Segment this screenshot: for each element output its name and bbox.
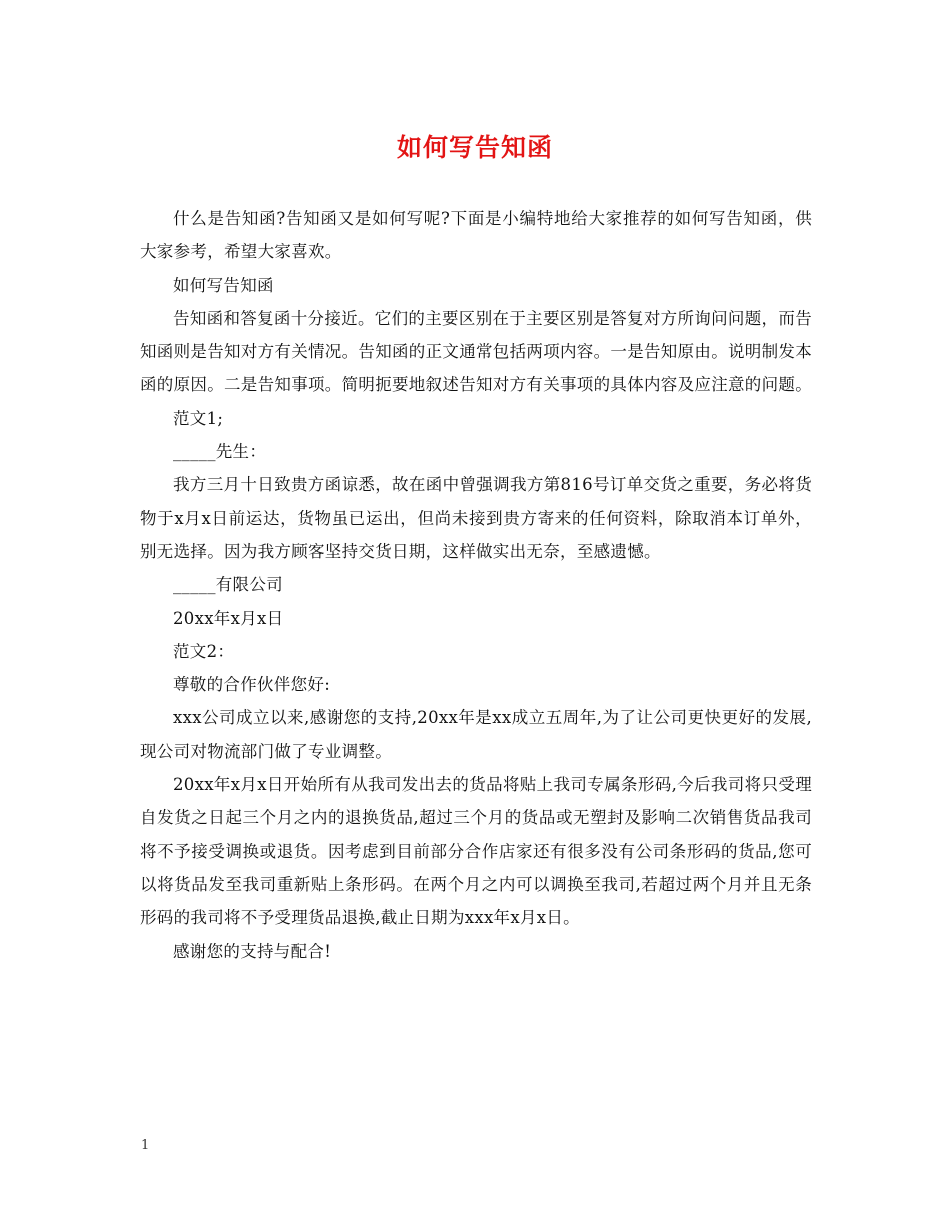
paragraph-subheading: 如何写告知函 bbox=[173, 275, 274, 295]
paragraph-intro: 什么是告知函?告知函又是如何写呢?下面是小编特地给大家推荐的如何写告知函，供大家参考，希望大家喜欢。 bbox=[140, 209, 812, 262]
document-title: 如何写告知函 bbox=[396, 133, 553, 162]
paragraph-letter-2-closing: 感谢您的支持与配合! bbox=[173, 941, 332, 961]
paragraph-letter-1-date: 20xx年x月x日 bbox=[173, 608, 284, 628]
document-body bbox=[140, 202, 812, 968]
paragraph-explanation: 告知函和答复函十分接近。它们的主要区别在于主要区别是答复对方所询问问题，而告知函则是告知对方有关情况。告知函的正文通常包括两项内容。一是告知原由。说明制发本函的原因。二是告知事项。简明扼要地叙述告知对方有关事项的具体内容及应注意的问题。 bbox=[140, 308, 812, 395]
page-number: 1 bbox=[141, 1138, 150, 1153]
paragraph-sample-2-label: 范文2： bbox=[173, 641, 235, 661]
paragraph-sample-1-label: 范文1; bbox=[173, 408, 224, 428]
paragraph-letter-2-intro: xxx公司成立以来,感谢您的支持,20xx年是xx成立五周年,为了让公司更快更好的发展,现公司对物流部门做了专业调整。 bbox=[140, 708, 812, 761]
paragraph-letter-1-body: 我方三月十日致贵方函谅悉，故在函中曾强调我方第816号订单交货之重要，务必将货物于x月x日前运达，货物虽已运出，但尚未接到贵方寄来的任何资料，除取消本订单外，别无选择。因为我方顾客坚持交货日期，这样做实出无奈，至感遗憾。 bbox=[140, 475, 812, 561]
paragraph-salutation-2: 尊敬的合作伙伴您好: bbox=[173, 675, 331, 695]
paragraph-letter-1-signature: _____有限公司 bbox=[173, 575, 283, 595]
paragraph-letter-2-body: 20xx年x月x日开始所有从我司发出去的货品将贴上我司专属条形码,今后我司将只受理自发货之日起三个月之内的退换货品,超过三个月的货品或无塑封及影响二次销售货品我司将不予接受调换或退货。因考虑到目前部分合作店家还有很多没有公司条形码的货品,您可以将货品发至我司重新贴上条形码。在两个月之内可以调换至我司,若超过两个月并且无条形码的我司将不予受理货品退换,截止日期为xxx年x月x日。 bbox=[140, 775, 812, 928]
paragraph-salutation-1: _____先生： bbox=[173, 442, 267, 462]
